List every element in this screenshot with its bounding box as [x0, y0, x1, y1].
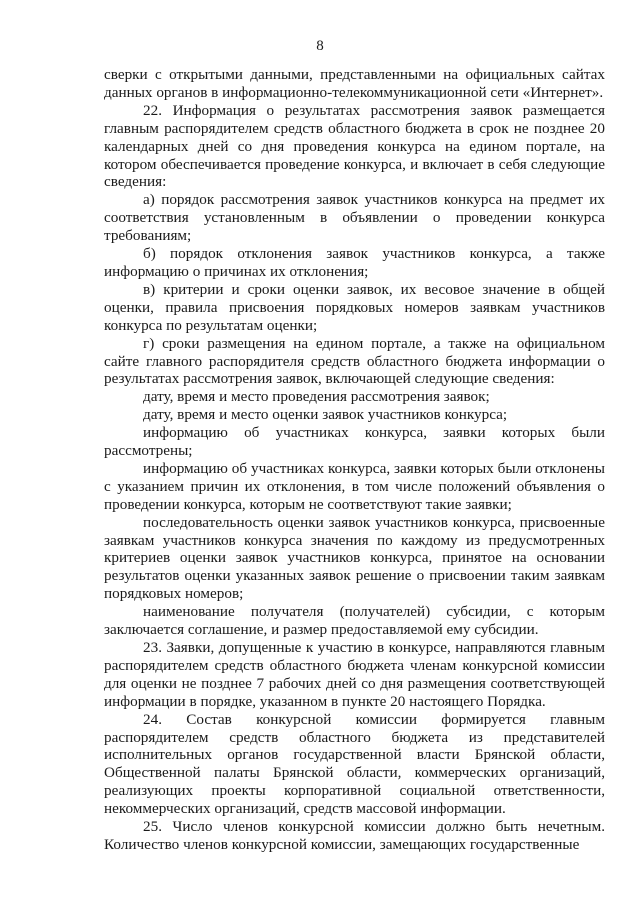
paragraph-continuation: сверки с открытыми данными, представленными на официальных сайтах данных органов в информационно-телекоммуникационной сети «Интернет». [104, 66, 605, 101]
paragraph-detail: наименование получателя (получателей) субсидии, с которым заключается соглашение, и размер предоставляемой ему субсидии. [104, 603, 605, 639]
paragraph-detail: информацию об участниках конкурса, заявки которых были рассмотрены; [104, 424, 605, 460]
paragraph-subitem-g: г) сроки размещения на едином портале, а также на официальном сайте главного распорядителя средств областного бюджета информации о результатах рассмотрения заявок, включающей следующие сведения: [104, 334, 605, 388]
paragraph-item-24: 24. Состав конкурсной комиссии формируется главным распорядителем средств областного бюджета из представителей исполнительных органов государственной власти Брянской области, Общественной палаты Брянской области, коммерческих организаций, реализующих проекты корпоративной социальной ответственности, некоммерческих организаций, средств массовой информации. [104, 710, 605, 818]
paragraph-item-25: 25. Число членов конкурсной комиссии должно быть нечетным. Количество членов конкурсной комиссии, замещающих государственные [104, 818, 605, 853]
paragraph-subitem-b: б) порядок отклонения заявок участников конкурса, а также информацию о причинах их отклонения; [104, 245, 605, 280]
paragraph-subitem-a: а) порядок рассмотрения заявок участников конкурса на предмет их соответствия установленным в объявлении о проведении конкурса требованиям; [104, 191, 605, 245]
paragraph-detail: дату, время и место оценки заявок участников конкурса; [143, 406, 508, 424]
paragraph-detail: дату, время и место проведения рассмотрения заявок; [143, 388, 490, 406]
paragraph-detail: информацию об участниках конкурса, заявки которых были отклонены с указанием причин их отклонения, в том числе положений объявления о проведении конкурса, которым не соответствуют такие заявки; [104, 459, 605, 513]
paragraph-subitem-v: в) критерии и сроки оценки заявок, их весовое значение в общей оценки, правила присвоения порядковых номеров заявкам участников конкурса по результатам оценки; [104, 280, 605, 334]
paragraph-item-22: 22. Информация о результатах рассмотрения заявок размещается главным распорядителем средств областного бюджета в срок не позднее 20 календарных дней со дня проведения конкурса на едином портале, на котором обеспечивается проведение конкурса, и включает в себя следующие сведения: [104, 101, 605, 191]
document-text [104, 66, 605, 854]
paragraph-item-23: 23. Заявки, допущенные к участию в конкурсе, направляются главным распорядителем средств областного бюджета членам конкурсной комиссии для оценки не позднее 7 рабочих дней со дня размещения соответствующей информации в порядке, указанном в пункте 20 настоящего Порядка. [104, 639, 605, 710]
page-number: 8 [316, 38, 324, 54]
paragraph-detail: последовательность оценки заявок участников конкурса, присвоенные заявкам участников конкурса значения по каждому из предусмотренных критериев оценки заявок участников конкурса, принятое на основании результатов оценки указанных заявок решение о присвоении таким заявкам порядковых номеров; [104, 513, 605, 603]
